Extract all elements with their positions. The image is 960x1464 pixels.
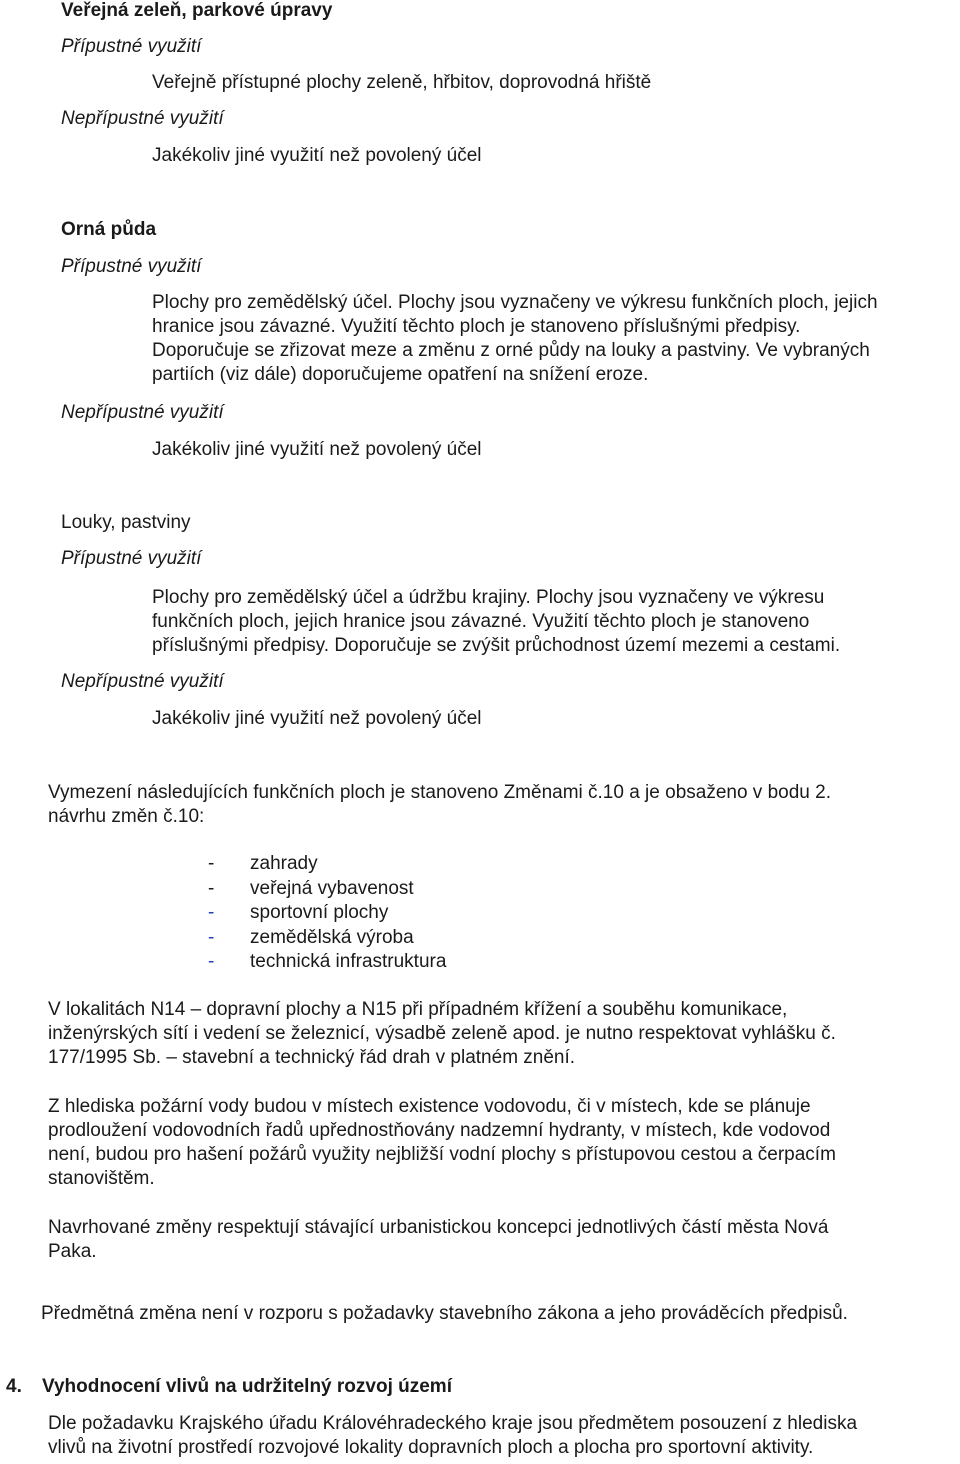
allowed-use-label: Přípustné využití — [61, 548, 202, 569]
list-dash: - — [208, 926, 215, 948]
forbidden-use-text: Jakékoliv jiné využití než povolený účel — [152, 439, 482, 460]
allowed-use-line: Plochy pro zemědělský účel. Plochy jsou vyznačeny ve výkresu funkčních ploch, jejich — [152, 292, 878, 313]
list-dash: - — [208, 877, 215, 899]
list-item-text: technická infrastruktura — [250, 951, 447, 972]
paragraph-line: Z hlediska požární vody budou v místech existence vodovodu, či v místech, kde se plánuje — [48, 1096, 811, 1117]
zone-heading: Orná půda — [61, 219, 157, 240]
forbidden-use-text: Jakékoliv jiné využití než povolený účel — [152, 145, 482, 166]
allowed-use-line: příslušnými předpisy. Doporučuje se zvýšit průchodnost území mezemi a cestami. — [152, 635, 841, 656]
allowed-use-text: Veřejně přístupné plochy zeleně, hřbitov, doprovodná hřiště — [152, 72, 652, 93]
allowed-use-line: Plochy pro zemědělský účel a údržbu krajiny. Plochy jsou vyznačeny ve výkresu — [152, 587, 825, 608]
paragraph-line: vlivů na životní prostředí rozvojové lokality dopravních ploch a plocha pro sportovní aktivity. — [48, 1437, 814, 1458]
allowed-use-line: Doporučuje se zřizovat meze a změnu z orné půdy na louky a pastviny. Ve vybraných — [152, 340, 870, 361]
list-dash: - — [208, 853, 215, 874]
allowed-use-label: Přípustné využití — [61, 36, 202, 57]
forbidden-use-label: Nepřípustné využití — [61, 108, 224, 129]
section-title: Vyhodnocení vlivů na udržitelný rozvoj území — [42, 1376, 452, 1397]
list-dash: - — [208, 902, 215, 923]
forbidden-use-label: Nepřípustné využití — [61, 671, 224, 692]
zone-heading: Veřejná zeleň, parkové úpravy — [61, 0, 333, 21]
paragraph-line: V lokalitách N14 – dopravní plochy a N15 při případném křížení a souběhu komunikace, — [48, 999, 788, 1020]
paragraph-line: inženýrských sítí i vedení se železnicí, výsadbě zeleně apod. je nutno respektovat vyhlášku č. — [48, 1023, 836, 1044]
paragraph-line: 177/1995 Sb. – stavební a technický řád drah v platném znění. — [48, 1047, 576, 1068]
list-item-text: veřejná vybavenost — [250, 877, 414, 899]
allowed-use-line: funkčních ploch, jejich hranice jsou závazné. Využití těchto ploch je stanoveno — [152, 611, 810, 632]
allowed-use-label: Přípustné využití — [61, 256, 202, 277]
list-item-text: zemědělská výroba — [250, 926, 414, 948]
paragraph-line: stanovištěm. — [48, 1168, 155, 1189]
paragraph-line: Dle požadavku Krajského úřadu Královéhradeckého kraje jsou předmětem posouzení z hlediska — [48, 1413, 858, 1434]
zone-heading: Louky, pastviny — [61, 512, 191, 533]
list-item-text: sportovní plochy — [250, 902, 389, 923]
paragraph-line: není, budou pro hašení požárů využity nejbližší vodní plochy s přístupovou cestou a čerpacím — [48, 1144, 836, 1165]
section-number: 4. — [6, 1376, 22, 1397]
paragraph-line: Předmětná změna není v rozporu s požadavky stavebního zákona a jeho prováděcích předpisů. — [41, 1303, 848, 1324]
paragraph-line: Navrhované změny respektují stávající urbanistickou koncepci jednotlivých částí města Nová — [48, 1217, 829, 1238]
paragraph-line: Paka. — [48, 1241, 97, 1262]
allowed-use-line: partiích (viz dále) doporučujeme opatření na snížení eroze. — [152, 364, 649, 385]
forbidden-use-label: Nepřípustné využití — [61, 402, 224, 423]
intro-line: návrhu změn č.10: — [48, 806, 205, 827]
allowed-use-line: hranice jsou závazné. Využití těchto ploch je stanoveno příslušnými předpisy. — [152, 316, 801, 337]
forbidden-use-text: Jakékoliv jiné využití než povolený účel — [152, 708, 482, 729]
intro-line: Vymezení následujících funkčních ploch je stanoveno Změnami č.10 a je obsaženo v bodu 2. — [48, 782, 831, 803]
paragraph-line: prodloužení vodovodních řadů upřednostňovány nadzemní hydranty, v místech, kde vodovod — [48, 1120, 831, 1141]
list-dash: - — [208, 951, 215, 972]
list-item-text: zahrady — [250, 853, 318, 874]
